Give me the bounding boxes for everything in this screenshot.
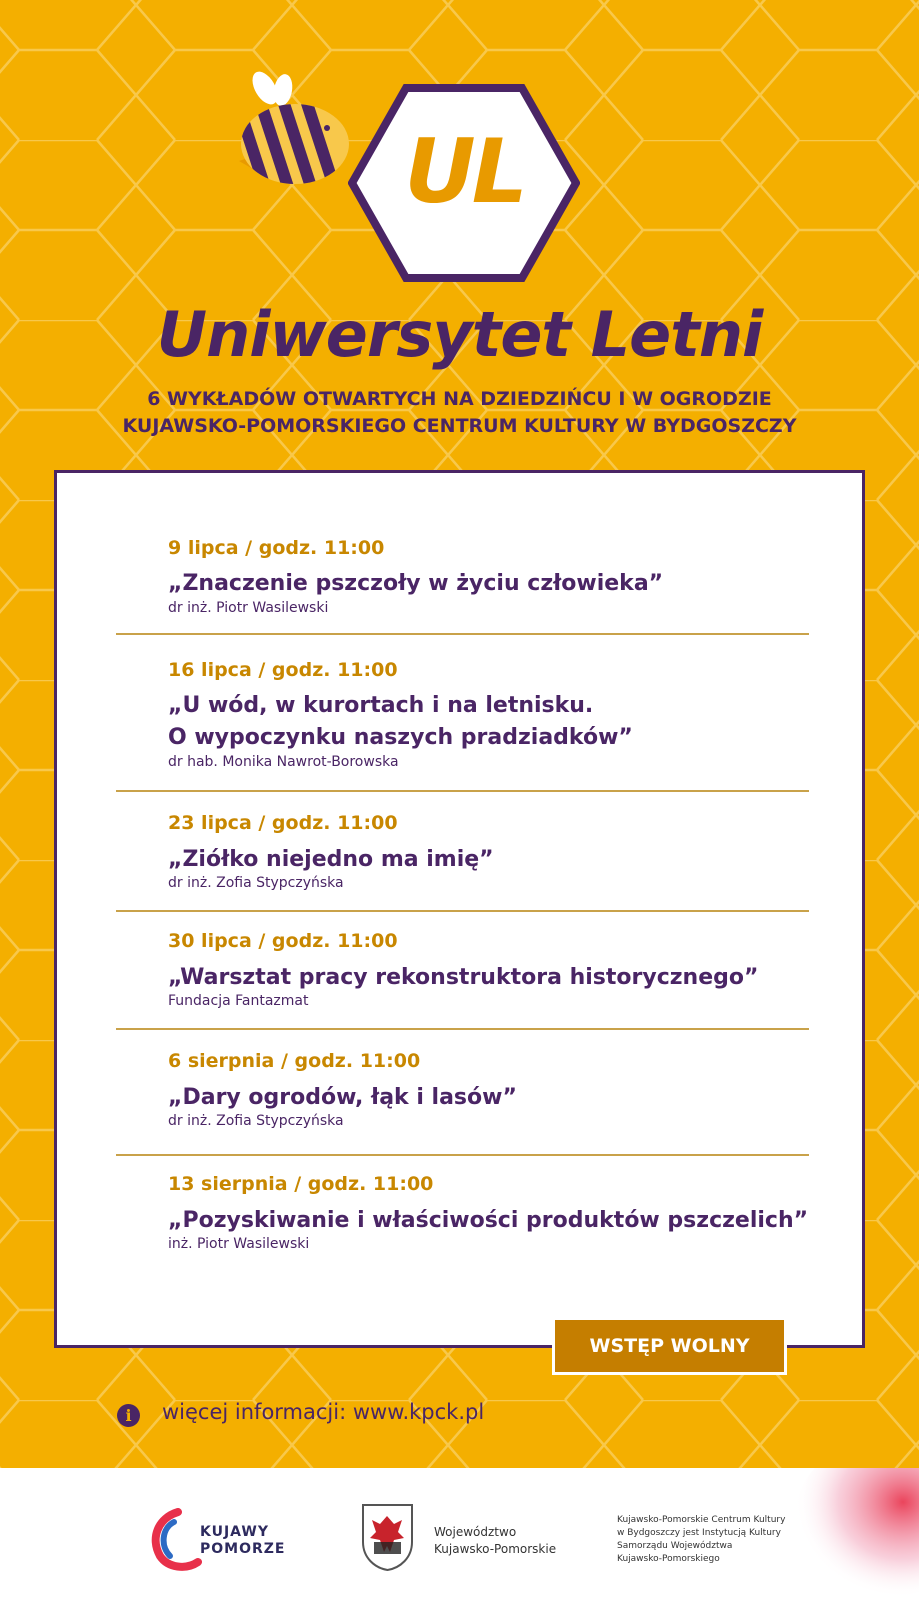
subtitle-line-1: 6 WYKŁADÓW OTWARTYCH NA DZIEDZIŃCU I W OGRODZIE <box>147 388 772 410</box>
bee-icon <box>225 66 365 206</box>
coat-of-arms-icon <box>360 1502 415 1572</box>
kpck-line: Kujawsko-Pomorskie Centrum Kultury <box>617 1515 786 1525</box>
wojewodztwo-text <box>434 1524 556 1558</box>
divider <box>116 910 809 912</box>
event-title: „U wód, w kurortach i na letnisku. <box>168 693 594 718</box>
kpck-line: Kujawsko-Pomorskiego <box>617 1554 720 1564</box>
event-date: 30 lipca / godz. 11:00 <box>168 930 398 952</box>
info-link[interactable]: więcej informacji: www.kpck.pl <box>162 1400 485 1424</box>
event-title: „Pozyskiwanie i właściwości produktów pszczelich” <box>168 1208 809 1233</box>
event-date: 23 lipca / godz. 11:00 <box>168 812 398 834</box>
event-title: O wypoczynku naszych pradziadków” <box>168 725 633 750</box>
woj-line-1: Województwo <box>434 1525 517 1539</box>
divider <box>116 1154 809 1156</box>
event-speaker: Fundacja Fantazmat <box>168 993 309 1009</box>
schedule-card <box>54 470 865 1348</box>
event-date: 16 lipca / godz. 11:00 <box>168 659 398 681</box>
event-date: 6 sierpnia / godz. 11:00 <box>168 1050 421 1072</box>
kpck-institution-text <box>617 1514 785 1566</box>
kujawy-pomorze-logo-icon <box>148 1508 208 1572</box>
subtitle <box>0 386 919 440</box>
kpck-line: Samorządu Województwa <box>617 1541 733 1551</box>
footer <box>0 1468 919 1600</box>
event-title: „Ziółko niejedno ma imię” <box>168 847 494 872</box>
woj-line-2: Kujawsko-Pomorskie <box>434 1542 557 1556</box>
free-entry-button[interactable]: WSTĘP WOLNY <box>552 1317 787 1375</box>
event-title: „Znaczenie pszczoły w życiu człowieka” <box>168 571 664 596</box>
event-speaker: inż. Piotr Wasilewski <box>168 1236 310 1252</box>
divider <box>116 633 809 635</box>
event-date: 13 sierpnia / godz. 11:00 <box>168 1173 434 1195</box>
kujawy-pomorze-text <box>200 1524 286 1558</box>
pomorze-line: POMORZE <box>200 1541 286 1557</box>
logo-text: UL <box>404 120 524 223</box>
event-speaker: dr inż. Piotr Wasilewski <box>168 600 329 616</box>
event-speaker: dr hab. Monika Nawrot-Borowska <box>168 754 399 770</box>
event-title: „Warsztat pracy rekonstruktora historycznego” <box>168 965 759 990</box>
divider <box>116 790 809 792</box>
event-title: „Dary ogrodów, łąk i lasów” <box>168 1085 517 1110</box>
subtitle-line-2: KUJAWSKO-POMORSKIEGO CENTRUM KULTURY W BYDGOSZCZY <box>122 415 797 437</box>
event-speaker: dr inż. Zofia Stypczyńska <box>168 875 344 891</box>
page-title: Uniwersytet Letni <box>156 298 763 371</box>
event-date: 9 lipca / godz. 11:00 <box>168 537 385 559</box>
divider <box>116 1028 809 1030</box>
kujawy-line: KUJAWY <box>200 1524 269 1540</box>
event-speaker: dr inż. Zofia Stypczyńska <box>168 1113 344 1129</box>
info-icon: i <box>117 1404 140 1427</box>
kpck-line: w Bydgoszczy jest Instytucją Kultury <box>617 1528 781 1538</box>
